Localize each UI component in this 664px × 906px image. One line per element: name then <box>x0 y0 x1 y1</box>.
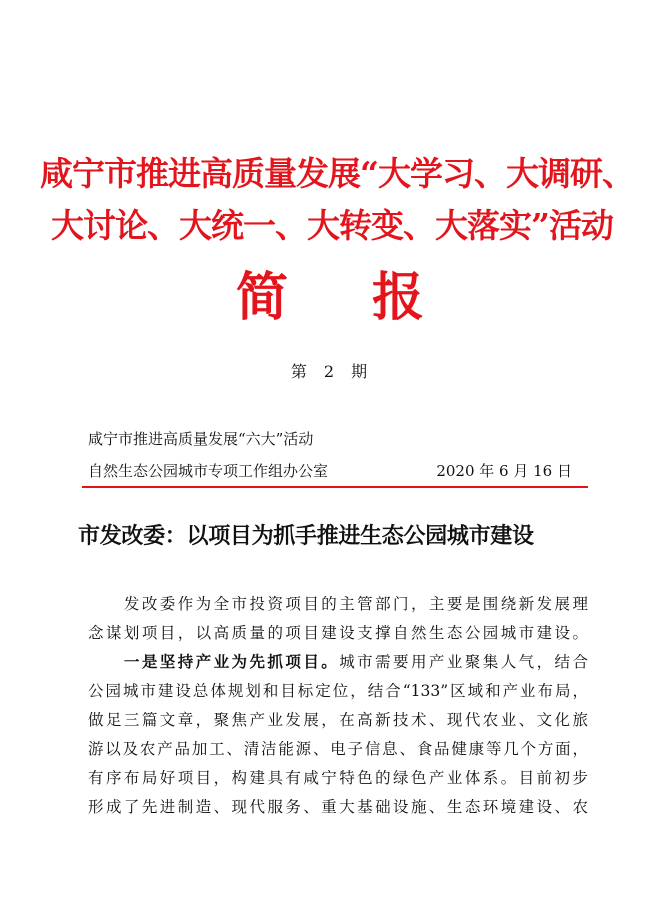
paragraph-2-lead: 一是坚持产业为先抓项目。 <box>88 653 340 671</box>
paragraph-2-line-1-rest: 城市需要用产业聚集人气，结合 <box>339 653 588 671</box>
issuer-line-2: 自然生态公园城市专项工作组办公室 <box>88 462 329 480</box>
paragraph-2-line-3: 做足三篇文章，聚焦产业发展，在高新技术、现代农业、文化旅 <box>88 711 588 729</box>
red-divider-line <box>82 486 588 488</box>
issuer-line-1: 咸宁市推进高质量发展“六大”活动 <box>88 430 314 448</box>
issue-number: 第 2 期 <box>290 362 374 381</box>
paragraph-2-line-6: 形成了先进制造、现代服务、重大基础设施、生态环境建设、农 <box>88 798 588 816</box>
bulletin-title <box>0 262 664 334</box>
paragraph-2-line-1 <box>88 648 588 677</box>
masthead-title-line2: 大讨论、大统一、大转变、大落实”活动 <box>51 206 613 245</box>
issue-date: 2020 年 6 月 16 日 <box>436 462 572 480</box>
masthead-title-line1: 咸宁市推进高质量发展“大学习、大调研、 <box>40 154 634 193</box>
paragraph-2-line-4: 游以及农产品加工、清洁能源、电子信息、食品健康等几个方面， <box>88 740 588 758</box>
paragraph-1-line-1: 发改委作为全市投资项目的主管部门，主要是围绕新发展理 <box>88 595 588 613</box>
paragraph-1-line-2: 念谋划项目，以高质量的项目建设支撑自然生态公园城市建设。 <box>88 624 588 642</box>
bulletin-title-char-1: 简 <box>236 267 289 328</box>
bulletin-title-char-2: 报 <box>372 267 425 328</box>
paragraph-2-line-2: 公园城市建设总体规划和目标定位，结合“133”区域和产业布局， <box>88 682 588 700</box>
article-title: 市发改委：以项目为抓手推进生态公园城市建设 <box>78 523 534 549</box>
paragraph-2-line-5: 有序布局好项目，构建具有咸宁特色的绿色产业体系。目前初步 <box>88 769 588 787</box>
